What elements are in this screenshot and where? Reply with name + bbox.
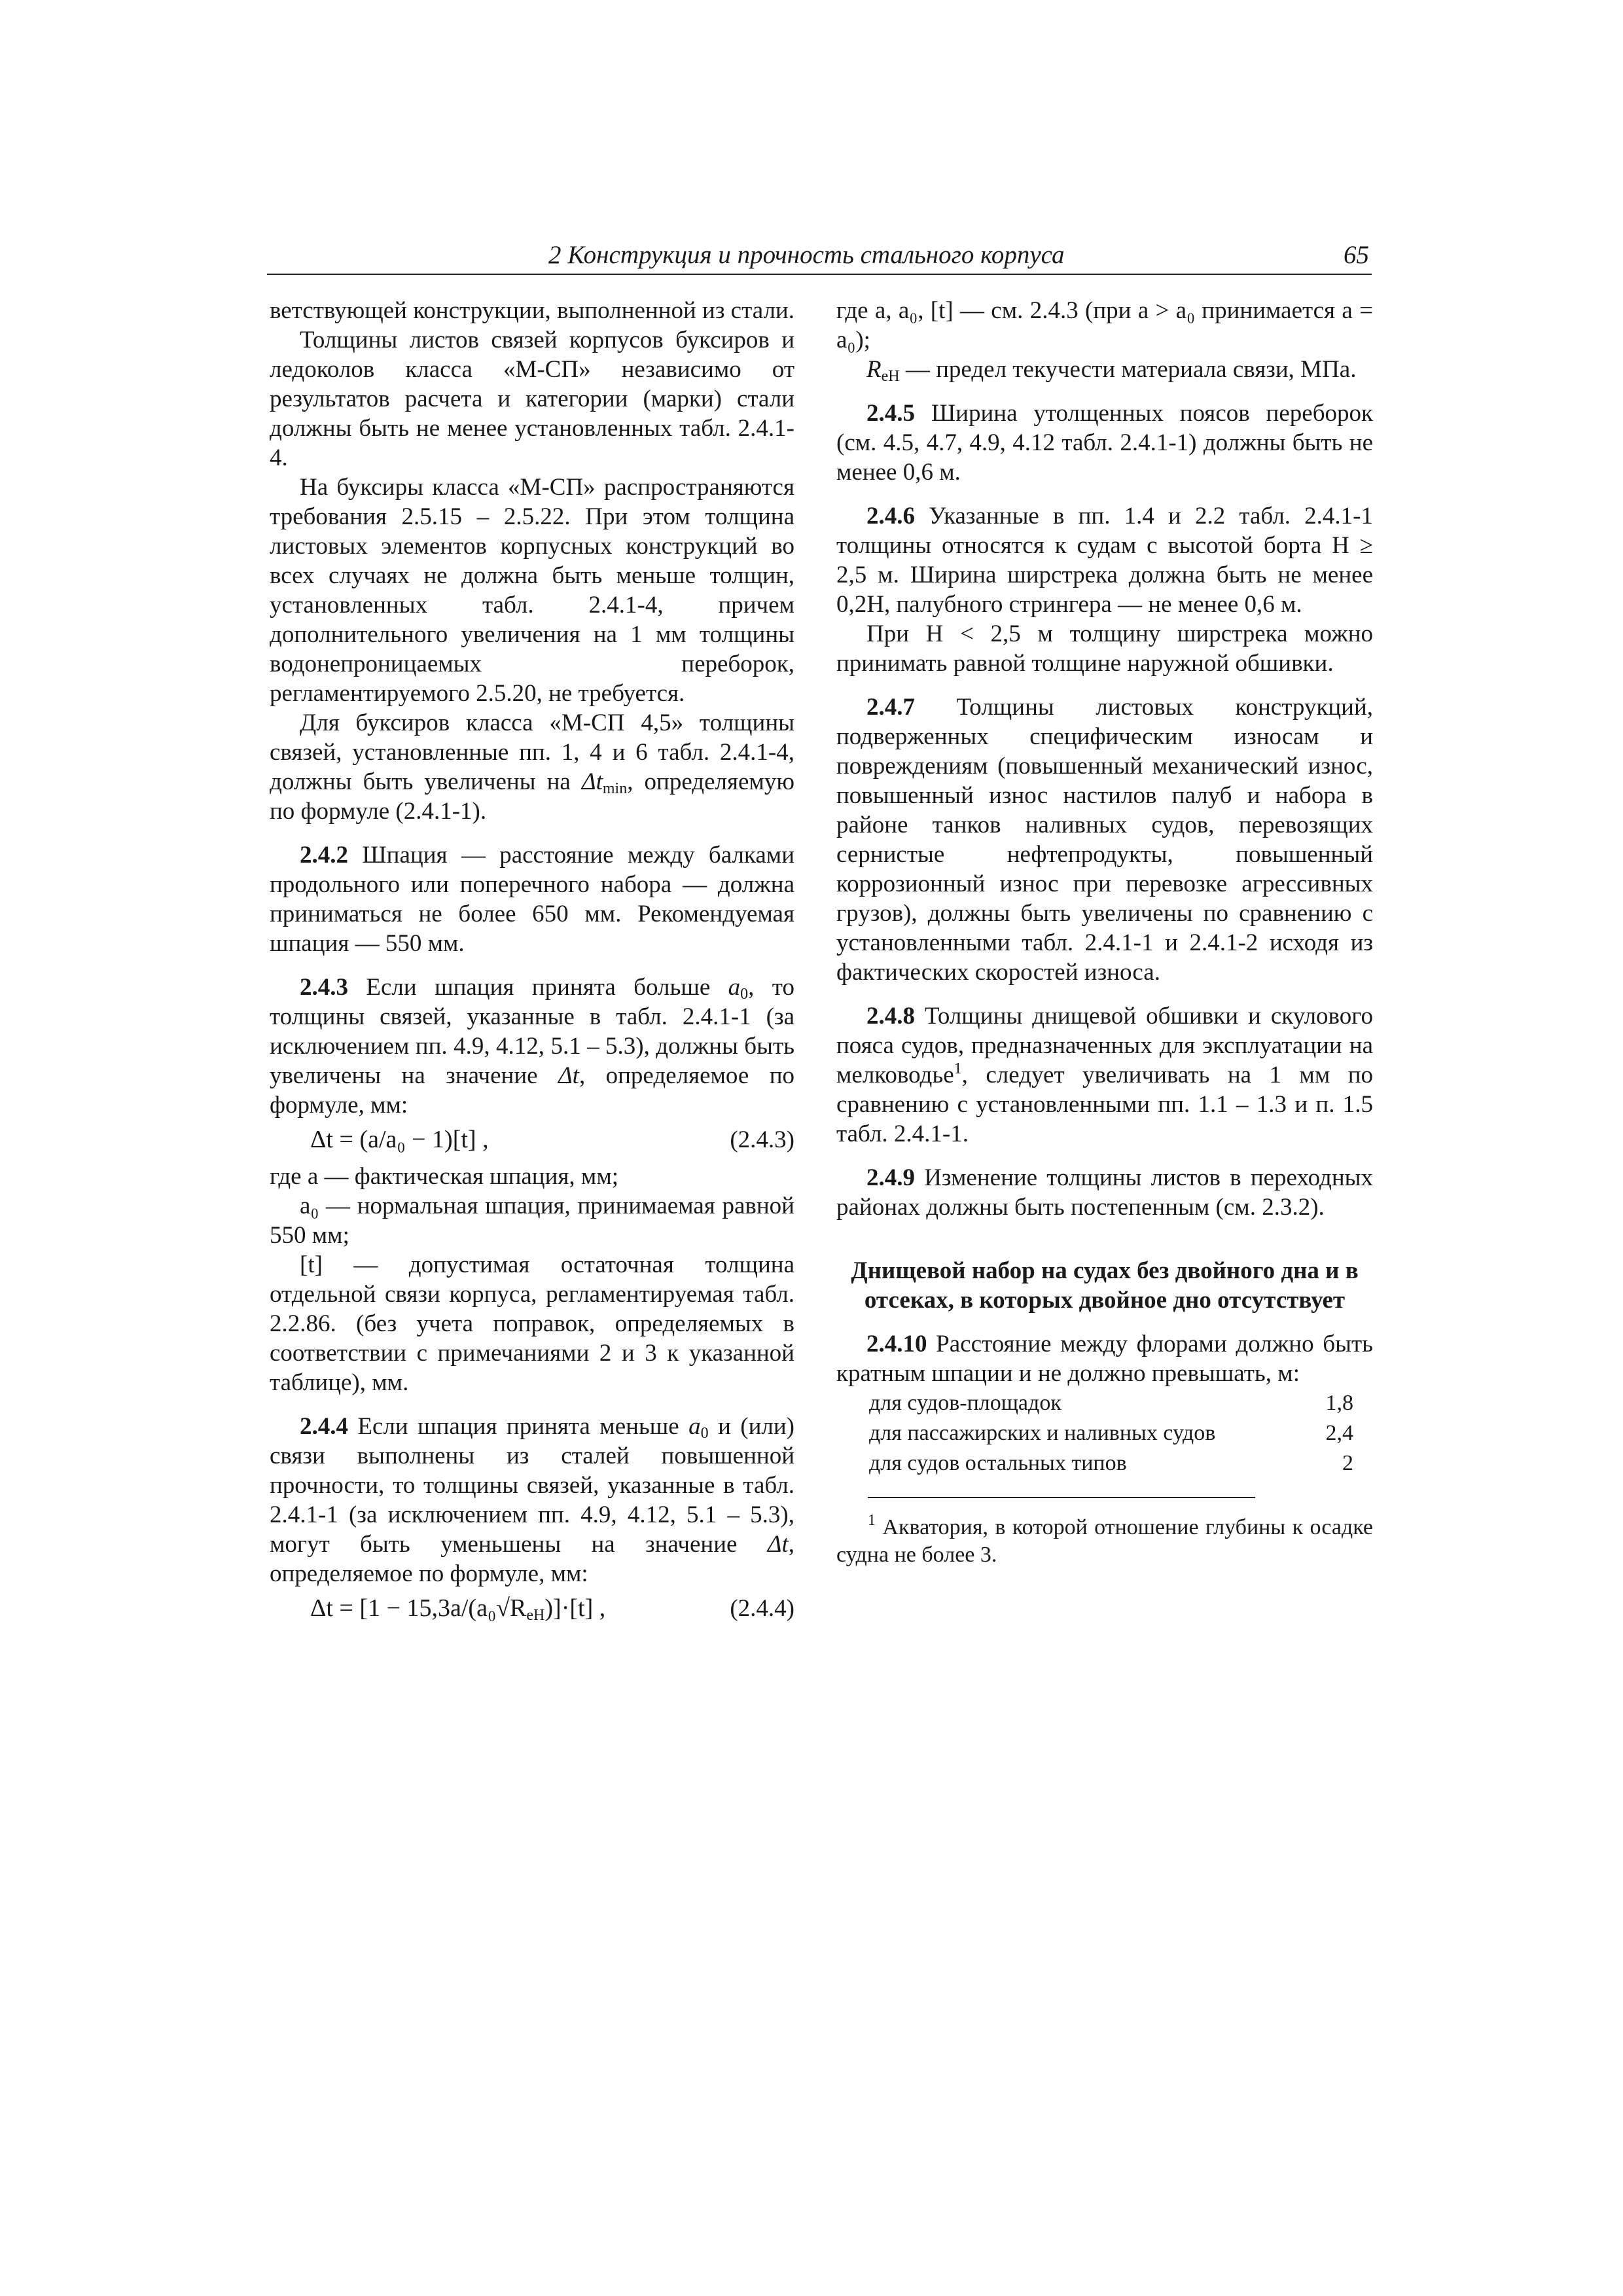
footnote-reference: 1 <box>954 1060 962 1077</box>
list-item: для пассажирских и наливных судов 2,4 <box>869 1421 1353 1445</box>
section-2-4-2: 2.4.2 Шпация — расстояние между балками продольного или поперечного набора — должна приниматься не более 650 мм. Рекомендуемая шпация — 550 мм. <box>270 842 794 957</box>
definition-t: [t] — допустимая остаточная толщина отдельной связи корпуса, регламентируемая табл. 2.2.86. (без учета поправок, определяемых в соответствии с примечаниями 2 и 3 к указанной таблице), мм. <box>270 1251 794 1396</box>
section-2-4-8: 2.4.8 Толщины днищевой обшивки и скулового пояса судов, предназначенных для эксплуатации на мелководье$^1$, следует увеличивать на 1 мм по сравнению с установленными пп. 1.1 – 1.3 и п. 1.5 табл. 2.4.1-1. <box>836 1003 1373 1147</box>
formula-expression: $\Delta t = [1 - 15,3a/(a_0√R_{eH})]\cdot[t]$ , <box>310 1594 606 1624</box>
section-2-4-6-continued: При H < 2,5 м толщину ширстрека можно принимать равной толщине наружной обшивки. <box>836 620 1373 677</box>
section-2-4-4: 2.4.4 Если шпация принята меньше $a_0$ и (или) связи выполнены из сталей повышенной прочности, то толщины связей, указанные в табл. 2.4.1-1 (за исключением пп. 4.9, 4.12, 5.1 – 5.3), могут быть уменьшены на значение Δt, определяемое по формуле, мм: <box>270 1413 794 1587</box>
left-column <box>270 296 794 1630</box>
section-number: 2.4.5 <box>866 400 915 427</box>
section-2-4-6: 2.4.6 Указанные в пп. 1.4 и 2.2 табл. 2.4.1-1 толщины относятся к судам с высотой борта H ≥ 2,5 м. Ширина ширстрека должна быть не менее 0,2H, палубного стрингера — не менее 0,6 м. <box>836 503 1373 618</box>
section-number: 2.4.4 <box>300 1413 348 1440</box>
definition-a-a0-t: где a, a₀, [t] — см. 2.4.3 (при a > a₀ принимается a = a₀); <box>836 297 1373 353</box>
formula-2-4-4 <box>270 1591 794 1628</box>
floor-spacing-list <box>869 1388 1373 1479</box>
footnote: $^1$ Акватория, в которой отношение глубины к осадке судна не более 3. <box>836 1512 1373 1567</box>
formula-2-4-3 <box>270 1122 794 1159</box>
paragraph-tug-m-sp-45: Для буксиров класса «М-СП 4,5» толщины связей, установленные пп. 1, 4 и 6 табл. 2.4.1-4, должны быть увеличены на $\Delta t_{min}$, определяемую по формуле (2.4.1-1). <box>270 709 794 825</box>
paragraph-tug-icebreaker-thickness: Толщины листов связей корпусов буксиров и ледоколов класса «М-СП» независимо от результатов расчета и категории (марки) стали должны быть не менее установленных табл. 2.4.1-4. <box>270 327 794 471</box>
running-header-title: 2 Конструкция и прочность стального корпуса <box>548 241 1065 269</box>
page-number: 65 <box>1344 241 1369 269</box>
section-number: 2.4.6 <box>866 503 915 529</box>
section-number: 2.4.3 <box>300 974 348 1001</box>
section-heading: Днищевой набор на судах без двойного дна и в отсеках, в которых двойное дно отсутствует <box>851 1257 1359 1314</box>
footnote-divider <box>868 1497 1255 1498</box>
list-item: для судов-площадок 1,8 <box>869 1391 1353 1415</box>
formula-expression: Δt = (a/a₀ − 1)[t] , <box>310 1126 489 1153</box>
formula-number: (2.4.3) <box>730 1126 794 1153</box>
section-number: 2.4.9 <box>866 1164 915 1191</box>
section-number: 2.4.8 <box>866 1003 915 1030</box>
running-header <box>267 240 1372 275</box>
list-item: для судов остальных типов 2 <box>869 1451 1353 1475</box>
definition-reh: $R_{eH}$ — предел текучести материала связи, МПа. <box>866 356 1357 385</box>
section-2-4-3: 2.4.3 Если шпация принята больше $a_0$, то толщины связей, указанные в табл. 2.4.1-1 (за исключением пп. 4.9, 4.12, 5.1 – 5.3), должны быть увеличены на значение Δt, определяемое по формуле, мм: <box>270 974 794 1119</box>
paragraph-continuation: ветствующей конструкции, выполненной из стали. <box>270 297 794 324</box>
section-2-4-10: 2.4.10 Расстояние между флорами должно быть кратным шпации и не должно превышать, м: <box>836 1331 1373 1387</box>
section-number: 2.4.2 <box>300 842 348 869</box>
section-2-4-5: 2.4.5 Ширина утолщенных поясов переборок (см. 4.5, 4.7, 4.9, 4.12 табл. 2.4.1-1) должны быть не менее 0,6 м. <box>836 400 1373 486</box>
paragraph-tug-requirements: На буксиры класса «М-СП» распространяются требования 2.5.15 – 2.5.22. При этом толщина листовых элементов корпусных конструкций во всех случаях не должна быть меньше толщин, установленных табл. 2.4.1-4, причем дополнительного увеличения на 1 мм толщины водонепроницаемых переборок, регламентируемого 2.5.20, не требуется. <box>270 474 794 707</box>
definition-a: где a — фактическая шпация, мм; <box>270 1163 619 1190</box>
section-2-4-9: 2.4.9 Изменение толщины листов в переходных районах должны быть постепенным (см. 2.3.2). <box>836 1164 1373 1221</box>
section-2-4-7: 2.4.7 Толщины листовых конструкций, подверженных специфическим износам и повреждениям (повышенный механический износ, повышенный износ настилов палуб и набора в районе танков наливных судов, перевозящих сернистые нефтепродукты, повышенный коррозионный износ при перевозке агрессивных грузов), должны быть увеличены по сравнению с установленными табл. 2.4.1-1 и 2.4.1-2 исходя из фактических скоростей износа. <box>836 694 1373 986</box>
section-number: 2.4.7 <box>866 694 915 721</box>
section-number: 2.4.10 <box>866 1331 927 1357</box>
formula-number: (2.4.4) <box>730 1595 794 1622</box>
right-column <box>836 296 1373 1569</box>
definition-a0: a₀ — нормальная шпация, принимаемая равной 550 мм; <box>270 1193 794 1249</box>
